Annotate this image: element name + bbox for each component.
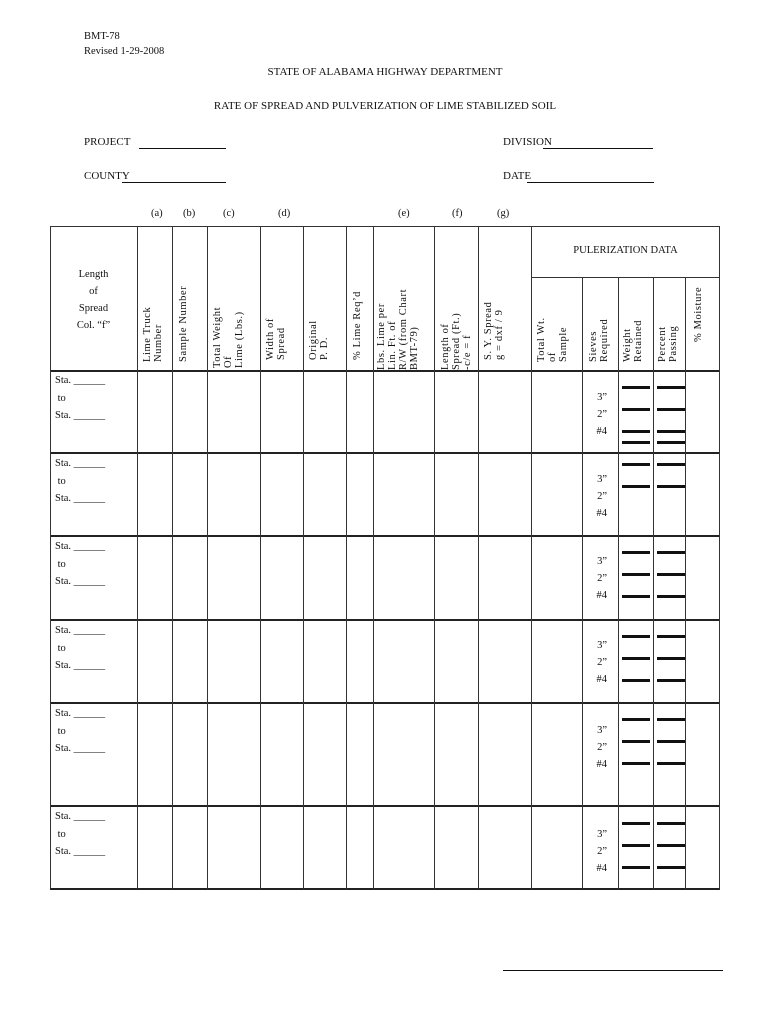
total-wt-header: Total Wt. of Sample [536,317,570,362]
sieve-labels: 3” 2” #4 [596,556,607,601]
signature-line[interactable] [503,970,723,971]
blank-dash [657,441,685,444]
blank-dash [657,463,685,466]
col-line [172,226,173,889]
blank-dash [622,635,650,638]
lime-reqd-header: % Lime Req’d [352,290,363,360]
blank-dash [622,844,650,847]
blank-dash [622,657,650,660]
sy-spread-header: S. Y. Spread g = dxf / 9 [483,301,506,360]
blank-dash [622,408,650,411]
division-label: DIVISION [503,136,552,148]
blank-dash [622,679,650,682]
blank-dash [657,485,685,488]
sieve-labels: 3” 2” #4 [596,474,607,519]
width-of-spread-header: Width of Spread [265,318,288,360]
blank-dash [622,822,650,825]
station-range: Sta. ______ to Sta. ______ [55,541,106,587]
row-divider [50,535,720,537]
blank-dash [657,430,685,433]
row-divider [50,805,720,807]
department-title: STATE OF ALABAMA HIGHWAY DEPARTMENT [267,66,503,78]
station-range: Sta. ______ to Sta. ______ [55,375,106,421]
col-letter-c: (c) [223,208,235,219]
blank-dash [622,551,650,554]
station-range: Sta. ______ to Sta. ______ [55,458,106,504]
table-border-top [50,226,720,227]
blank-dash [657,718,685,721]
col-line [303,226,304,889]
col-letter-a: (a) [151,208,163,219]
blank-dash [622,430,650,433]
lbs-lime-header: Lbs. Lime per Lin. Ft. of R/W (from Chart BMT-79) [376,288,421,370]
blank-dash [657,573,685,576]
sieve-labels: 3” 2” #4 [596,392,607,437]
date-field[interactable] [527,182,654,183]
col-line [260,226,261,889]
pulverization-data-header: PULERIZATION DATA [573,245,678,256]
blank-dash [622,386,650,389]
blank-dash [657,844,685,847]
blank-dash [622,573,650,576]
blank-dash [657,822,685,825]
original-pd-header: Original P. D. [308,320,331,360]
col-line [685,277,686,889]
form-code: BMT-78 [84,31,120,42]
row-divider [50,702,720,704]
col-line [618,277,619,889]
col-letter-g: (g) [497,208,510,219]
blank-dash [657,740,685,743]
form-title: RATE OF SPREAD AND PULVERIZATION OF LIME STABILIZED SOIL [213,100,557,112]
col-line [346,226,347,889]
col-line [207,226,208,889]
blank-dash [622,485,650,488]
blank-dash [622,866,650,869]
blank-dash [622,595,650,598]
row-divider [50,452,720,454]
col-line [478,226,479,889]
sieve-labels: 3” 2” #4 [596,829,607,874]
length-of-spread-header: Length of Spread Col. “f” [76,269,111,331]
project-field[interactable] [139,148,226,149]
col-line [531,226,532,889]
percent-passing-header: Percent Passing [657,325,680,362]
blank-dash [657,679,685,682]
total-weight-header: Total Weight Of Lime (Lbs.) [212,306,246,368]
table-border-right [719,226,720,889]
table-border-bottom [50,888,720,890]
pulverization-divider [531,277,720,278]
revision-date: Revised 1-29-2008 [84,46,165,57]
col-line [653,277,654,889]
blank-dash [657,866,685,869]
blank-dash [622,718,650,721]
blank-dash [657,386,685,389]
county-label: COUNTY [84,170,130,182]
division-field[interactable] [543,148,653,149]
sieve-labels: 3” 2” #4 [596,640,607,685]
station-range: Sta. ______ to Sta. ______ [55,811,106,857]
sample-number-header: Sample Number [178,285,189,362]
blank-dash [657,408,685,411]
county-field[interactable] [122,182,226,183]
blank-dash [657,595,685,598]
col-letter-e: (e) [398,208,410,219]
weight-retained-header: Weight Retained [622,319,645,362]
blank-dash [657,635,685,638]
sieve-labels: 3” 2” #4 [596,725,607,770]
header-bottom-line [50,370,720,372]
col-letter-f: (f) [452,208,463,219]
sieves-required-header: Sieves Required [588,318,611,362]
blank-dash [657,551,685,554]
col-line [373,226,374,889]
station-range: Sta. ______ to Sta. ______ [55,625,106,671]
blank-dash [657,657,685,660]
project-label: PROJECT [84,136,131,148]
length-spread-header: Length of Spread (Ft.) -c/e = f [440,312,474,370]
row-divider [50,619,720,621]
blank-dash [622,463,650,466]
col-line [434,226,435,889]
lime-truck-header: Lime Truck Number [142,306,165,362]
blank-dash [622,441,650,444]
blank-dash [622,740,650,743]
date-label: DATE [503,170,532,182]
blank-dash [657,762,685,765]
col-letter-b: (b) [183,208,196,219]
blank-dash [622,762,650,765]
col-line [137,226,138,889]
station-range: Sta. ______ to Sta. ______ [55,708,106,754]
moisture-header: % Moisture [693,286,704,342]
col-letter-d: (d) [278,208,291,219]
